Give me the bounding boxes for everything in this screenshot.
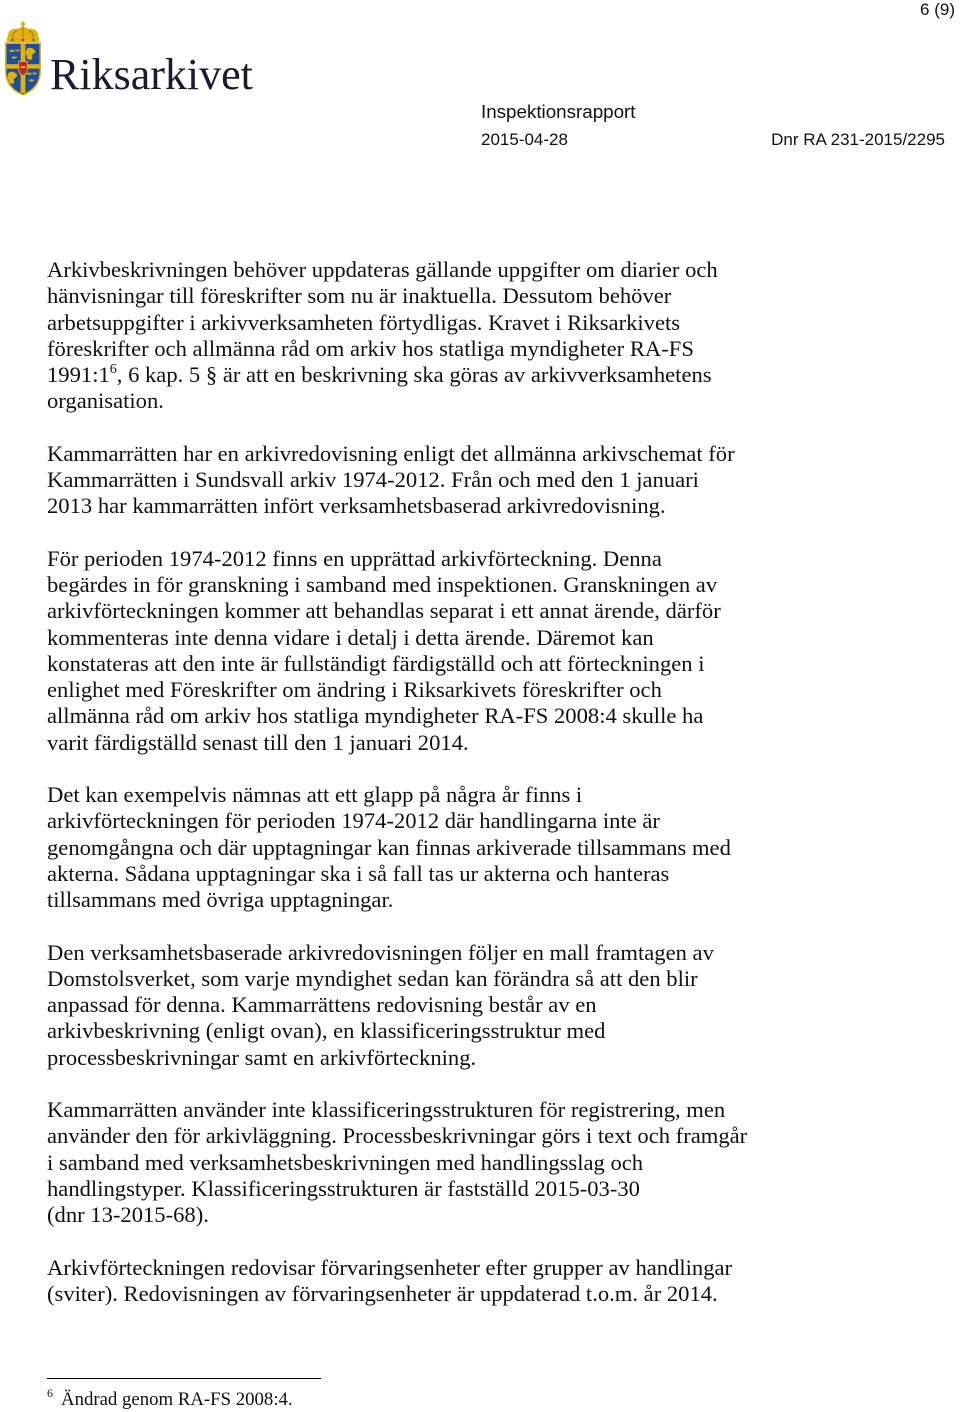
text-line: För perioden 1974-2012 finns en upprättad arkivförteckning. Denna	[47, 545, 662, 571]
shield-icon	[6, 43, 40, 95]
footnote-separator	[47, 1378, 321, 1379]
text-line: enlighet med Föreskrifter om ändring i Riksarkivets föreskrifter och	[47, 677, 662, 702]
paragraph	[47, 546, 747, 756]
logo-wordmark: Riksarkivet	[50, 50, 253, 99]
paragraph	[47, 1255, 747, 1308]
crown-icon	[7, 21, 40, 42]
footnote	[47, 1388, 293, 1412]
paragraph	[47, 782, 747, 913]
document-type: Inspektionsrapport	[481, 101, 636, 122]
text-line: Arkivbeskrivningen behöver uppdateras gällande uppgifter om diarier och	[47, 257, 718, 282]
text-segment: 1991:1	[47, 362, 110, 387]
text-line: Domstolsverket, som varje myndighet sedan kan förändra så att den blir	[47, 965, 698, 991]
page-number: 6 (9)	[920, 0, 955, 19]
text-line: varit färdigställd senast till den 1 januari 2014.	[47, 729, 469, 755]
text-line: Kammarrätten har en arkivredovisning enligt det allmänna arkivschemat för	[47, 440, 735, 466]
text-line: Den verksamhetsbaserade arkivredovisningen följer en mall framtagen av	[47, 939, 714, 965]
text-line: arkivbeskrivning (enligt ovan), en klassificeringsstruktur med	[47, 1018, 606, 1044]
text-line: allmänna råd om arkiv hos statliga myndigheter RA-FS 2008:4 skulle ha	[47, 703, 704, 729]
text-line: Det kan exempelvis nämnas att ett glapp på några år finns i	[47, 782, 583, 807]
paragraph	[47, 940, 747, 1071]
footnote-marker: 6	[47, 1386, 53, 1400]
text-line: (sviter). Redovisningen av förvaringsenheter är uppdaterad t.o.m. år 2014.	[47, 1280, 718, 1306]
text-line	[47, 362, 747, 388]
paragraph	[47, 441, 747, 520]
text-line: akterna. Sådana upptagningar ska i så fall tas ur akterna och hanteras	[47, 860, 670, 886]
text-line: hänvisningar till föreskrifter som nu är inaktuella. Dessutom behöver	[47, 283, 672, 309]
text-line: arkivförteckningen för perioden 1974-2012 där handlingarna inte är	[47, 808, 660, 834]
text-line: Kammarrätten i Sundsvall arkiv 1974-2012. Från och med den 1 januari	[47, 467, 699, 492]
text-line: (dnr 13-2015-68).	[47, 1202, 209, 1227]
footnote-text: Ändrad genom RA-FS 2008:4.	[61, 1389, 293, 1410]
text-line: arbetsuppgifter i arkivverksamheten förtydligas. Kravet i Riksarkivets	[47, 309, 681, 335]
reference-number: Dnr RA 231-2015/2295	[771, 130, 945, 149]
text-line: handlingstyper. Klassificeringsstrukturen är fastställd 2015-03-30	[47, 1175, 640, 1201]
text-line: anpassad för denna. Kammarrättens redovisning består av en	[47, 992, 597, 1017]
text-line: konstateras att den inte är fullständigt färdigställd och att förteckningen i	[47, 650, 705, 676]
coat-of-arms-icon	[1, 20, 45, 97]
document-date: 2015-04-28	[481, 130, 568, 149]
footnote-reference: 6	[109, 362, 117, 377]
text-line: kommenteras inte denna vidare i detalj i detta ärende. Däremot kan	[47, 624, 654, 650]
text-line: i samband med verksamhetsbeskrivningen med handlingsslag och	[47, 1149, 644, 1175]
text-line: 2013 har kammarrätten infört verksamhetsbaserad arkivredovisning.	[47, 493, 666, 519]
body-text	[47, 257, 747, 1333]
text-line: organisation.	[47, 388, 164, 414]
paragraph	[47, 1097, 747, 1228]
text-line: föreskrifter och allmänna råd om arkiv hos statliga myndigheter RA-FS	[47, 335, 694, 361]
text-line: begärdes in för granskning i samband med inspektionen. Granskningen av	[47, 572, 718, 597]
text-line: Arkivförteckningen redovisar förvaringsenheter efter grupper av handlingar	[47, 1254, 733, 1280]
text-segment: , 6 kap. 5 § är att en beskrivning ska göras av arkivverksamhetens	[116, 362, 712, 387]
text-line: processbeskrivningar samt en arkivförteckning.	[47, 1044, 477, 1070]
text-line: Kammarrätten använder inte klassificeringsstrukturen för registrering, men	[47, 1097, 726, 1122]
text-line: tillsammans med övriga upptagningar.	[47, 887, 394, 912]
text-line: genomgångna och där upptagningar kan finnas arkiverade tillsammans med	[47, 834, 731, 860]
text-line: använder den för arkivläggning. Processbeskrivningar görs i text och framgår	[47, 1123, 748, 1149]
text-line: arkivförteckningen kommer att behandlas separat i ett annat ärende, därför	[47, 598, 721, 624]
paragraph	[47, 257, 747, 415]
